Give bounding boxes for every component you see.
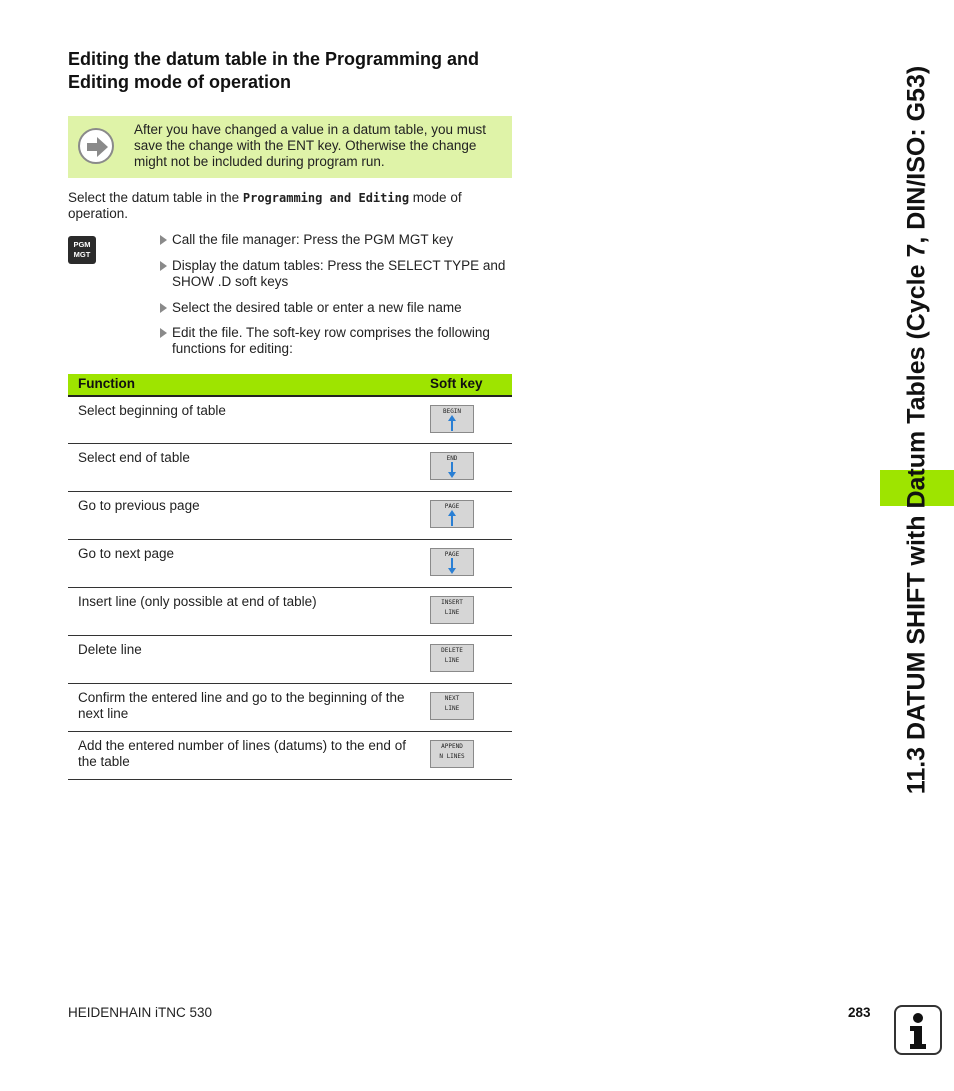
pgm-key-line1: PGM [73,240,91,249]
step-text: Select the desired table or enter a new file name [172,300,462,315]
softkey-label: DELETE [441,647,463,654]
intro-text-before: Select the datum table in the [68,190,243,205]
softkey-label: NEXT [444,695,460,702]
arrow-up-icon [447,509,457,527]
arrow-up-icon [447,414,457,432]
mode-name: Programming and Editing [242,191,410,205]
softkey-label: APPEND [441,743,463,750]
step-item [158,325,512,357]
section-heading: Editing the datum table in the Programming and Editing mode of operation [68,49,480,92]
arrow-down-icon [447,557,457,575]
arrow-right-icon [78,128,114,164]
table-row [68,732,512,780]
page-number: 283 [848,1005,871,1020]
note-text: After you have changed a value in a datum table, you must save the change with the ENT key. Otherwise the change might not be included during program run. [134,122,486,169]
footer-product: HEIDENHAIN iTNC 530 [68,1005,213,1020]
softkey-button[interactable] [430,644,474,672]
function-description: Go to previous page [78,498,200,513]
function-description: Confirm the entered line and go to the beginning of the next line [78,690,405,721]
table-row [68,540,512,588]
softkey-label: LINE [444,705,460,712]
function-description: Add the entered number of lines (datums) to the end of the table [78,738,406,769]
triangle-bullet-icon [160,261,167,271]
sidebar-title: 11.3 DATUM SHIFT with Datum Tables (Cycle 7, DIN/ISO: G53) [902,65,931,795]
function-description: Select end of table [78,450,190,465]
step-item [158,258,512,290]
table-row [68,444,512,492]
pgm-key-line2: MGT [73,250,91,259]
softkey-label: PAGE [444,503,460,510]
function-description: Insert line (only possible at end of table) [78,594,317,609]
triangle-bullet-icon [160,303,167,313]
triangle-bullet-icon [160,328,167,338]
function-description: Go to next page [78,546,175,561]
table-row [68,588,512,636]
softkey-button[interactable] [430,548,474,576]
table-row [68,684,512,732]
softkey-button[interactable] [430,452,474,480]
step-item [158,232,512,248]
softkey-button[interactable] [430,596,474,624]
softkey-label: LINE [444,609,460,616]
softkey-label: PAGE [444,551,460,558]
softkey-label: END [446,455,458,462]
step-text: Call the file manager: Press the PGM MGT key [172,232,454,247]
softkey-label: N LINES [439,753,465,760]
function-description: Select beginning of table [78,403,226,418]
softkey-label: BEGIN [442,408,462,415]
step-text: Display the datum tables: Press the SELECT TYPE and SHOW .D soft keys [172,258,506,289]
softkey-button[interactable] [430,692,474,720]
softkey-button[interactable] [430,405,474,433]
arrow-down-icon [447,461,457,479]
table-row [68,492,512,540]
header-softkey: Soft key [430,376,483,391]
table-header [68,374,512,397]
info-icon [894,1005,942,1055]
pgm-mgt-key-icon [68,236,96,264]
function-description: Delete line [78,642,142,657]
step-item [158,300,512,316]
softkey-button[interactable] [430,500,474,528]
note-box [68,116,512,178]
function-table [68,374,512,780]
table-row [68,636,512,684]
header-function: Function [78,376,135,391]
softkey-button[interactable] [430,740,474,768]
intro-text-after: mode of operation. [68,190,462,221]
step-text: Edit the file. The soft-key row comprises the following functions for editing: [172,325,490,356]
table-row [68,397,512,444]
triangle-bullet-icon [160,235,167,245]
softkey-label: INSERT [441,599,463,606]
intro-paragraph [68,190,512,222]
softkey-label: LINE [444,657,460,664]
